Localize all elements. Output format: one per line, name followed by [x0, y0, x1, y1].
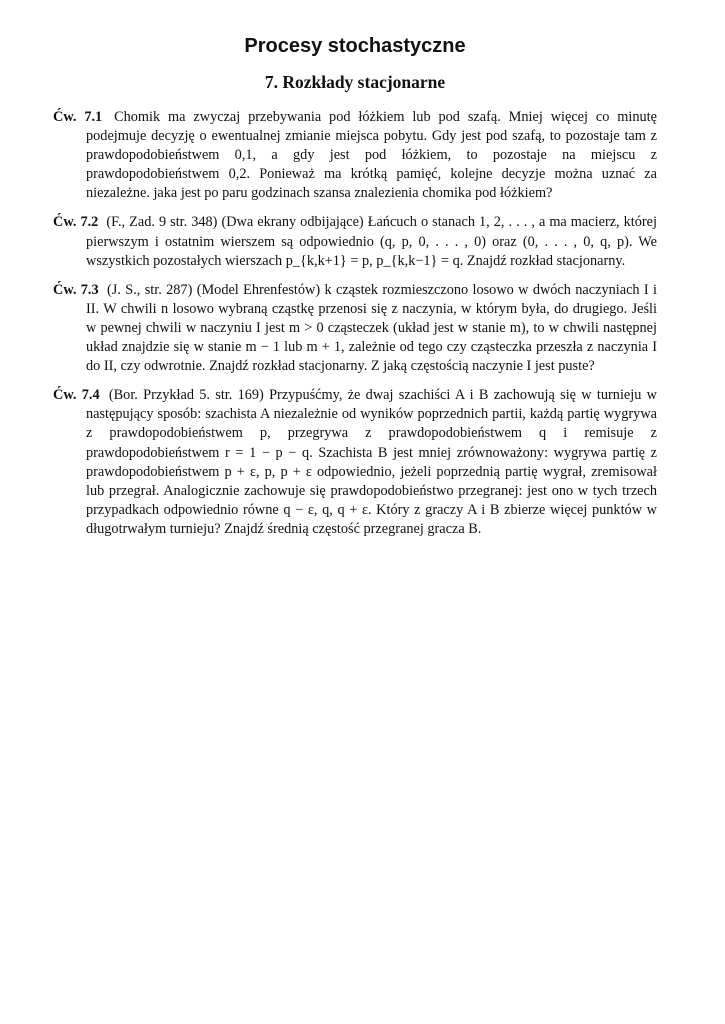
- section-title: 7. Rozkłady stacjonarne: [264, 72, 446, 92]
- exercise-text: Chomik ma zwyczaj przebywania pod łóżkiem lub pod szafą. Mniej więcej co minutę podejmuje decyzję o ewentualnej zmianie miejsca pobytu. Gdy jest pod szafą, to pozostaje tam z prawdopodobieństwem 0,1, a gdy jest pod łóżkiem, to pozostaje na miejscu z prawdopodobieństwem 0,2. Ponieważ ma krótką pamięć, kolejne decyzje można uznać za niezależne. jaka jest po paru godzinach szansa znalezienia chomika pod łóżkiem?: [86, 109, 657, 202]
- exercise-text: (J. S., str. 287) (Model Ehrenfestów) k cząstek rozmieszczono losowo w dwóch naczyniach I i II. W chwili n losowo wybraną cząstkę przenosi się z naczynia, w którym była, do drugiego. Jeśli w pewnej chwili w naczyniu I jest m > 0 cząsteczek (układ jest w stanie m), to w chwili następnej układ znajdzie się w stanie m − 1 lub m + 1, zależnie od tego czy cząsteczka przeszła z naczynia I do II, czy odwrotnie. Znajdź rozkład stacjonarny. Z jaką częstością naczynie I jest puste?: [86, 281, 657, 375]
- exercise-text: (F., Zad. 9 str. 348) (Dwa ekrany odbijające) Łańcuch o stanach 1, 2, . . . , a ma macierz, której pierwszym i ostatnim wierszem są odpowiednio (q, p, 0, . . . , 0) oraz (0, . . . , 0, q, p). We wszystkich pozostałych wierszach p_{k,k+1} = p, p_{k,k−1} = q. Znajdź rozkład stacjonarny.: [86, 214, 657, 269]
- exercise-label: Ćw. 7.3: [53, 281, 99, 298]
- exercise-text: (Bor. Przykład 5. str. 169) Przypuśćmy, że dwaj szachiści A i B zachowują się w turnieju w następujący sposób: szachista A niezależnie od wyników poprzednich partii, każdą partię wygrywa z prawdopodobieństwem p, przegrywa z prawdopodobieństwem q i remisuje z prawdopodobieństwem r = 1 − p − q. Szachista B jest mniej zrównoważony: wygrywa partię z prawdopodobieństwem p + ε, p, p + ε odpowiednio, jeżeli poprzednią partię wygrał, zremisował lub przegrał. Analogicznie zachowuje się prawdopodobieństwo przegranej: jest ono w tych trzech przypadkach odpowiednio równe q − ε, q, q + ε. Który z graczy A i B zbierze więcej punktów w długotrwałym turnieju? Znajdź średnią częstość przegranej gracza B.: [86, 387, 657, 537]
- exercise-label: Ćw. 7.1: [53, 109, 103, 125]
- document-page: [53, 32, 657, 549]
- exercise-7-1: [53, 108, 657, 203]
- exercise-label: Ćw. 7.4: [53, 387, 100, 404]
- exercise-7-2: [53, 213, 657, 270]
- document-title: Procesy stochastyczne: [244, 35, 466, 57]
- exercise-7-3: [53, 281, 657, 376]
- exercise-label: Ćw. 7.2: [53, 214, 99, 231]
- exercise-7-4: [53, 386, 657, 539]
